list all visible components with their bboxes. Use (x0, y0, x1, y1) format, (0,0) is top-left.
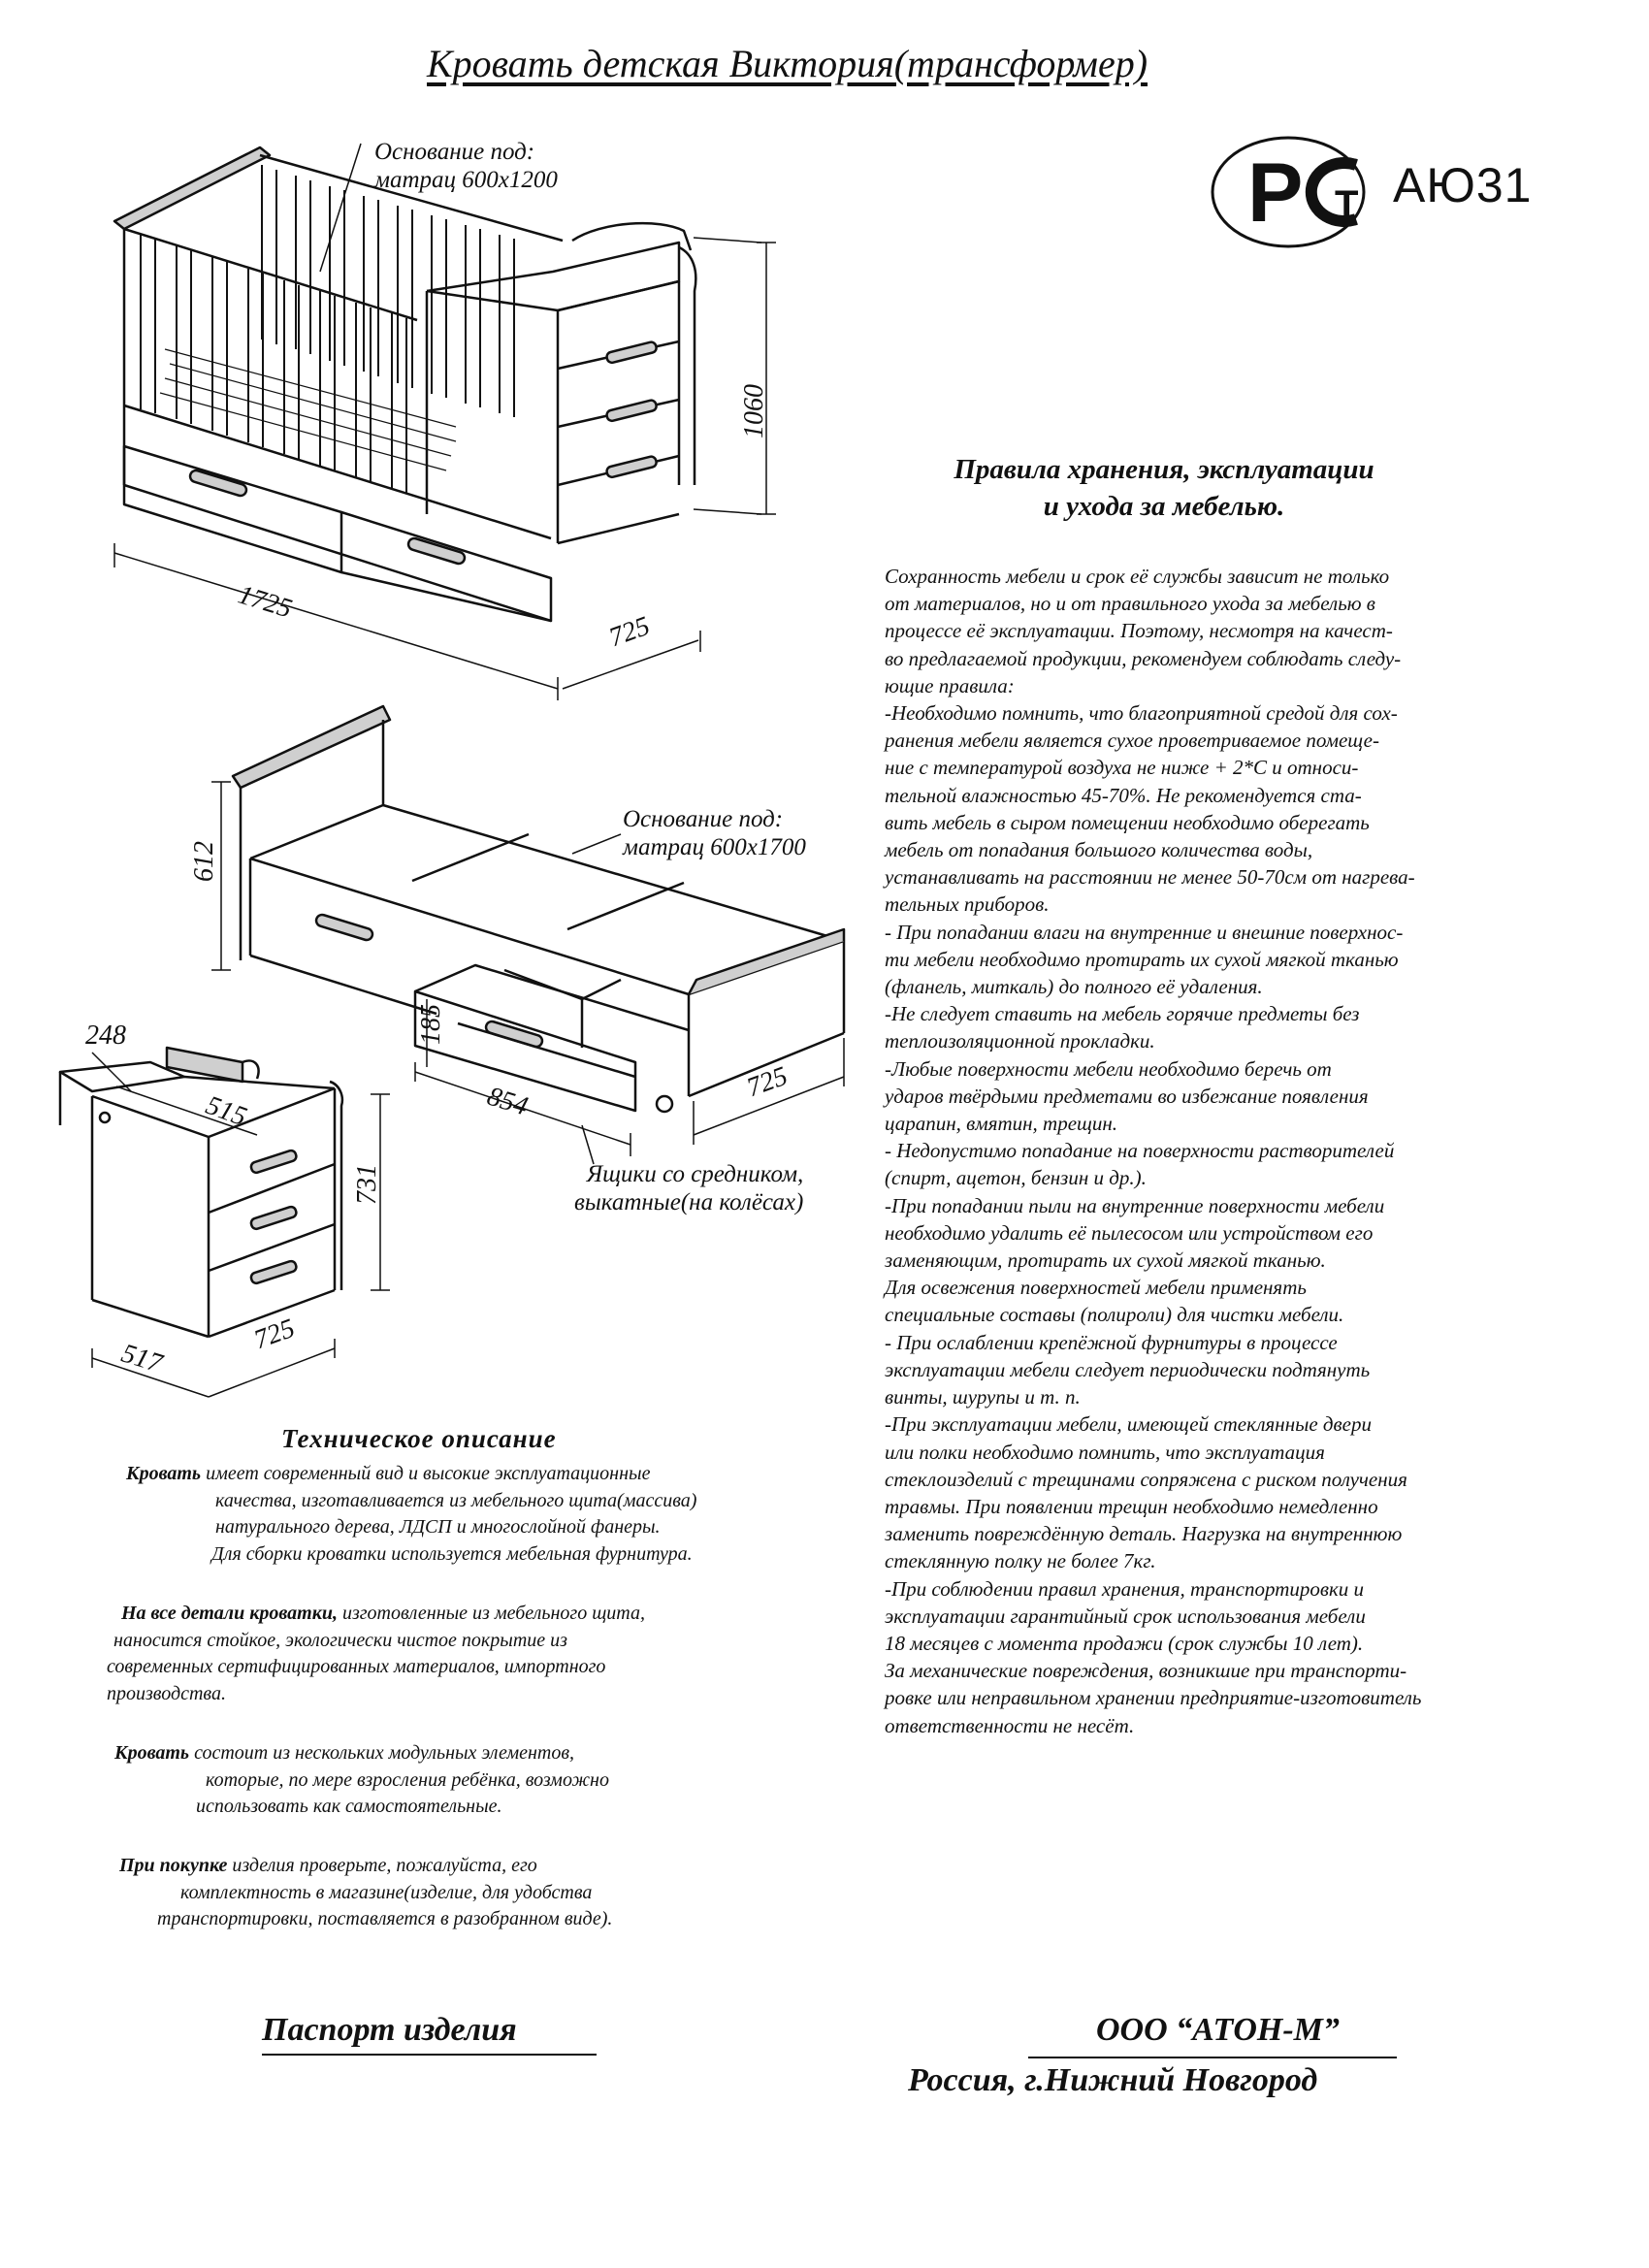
rules-title: Правила хранения, эксплуатации и ухода за мебелью. (954, 454, 1374, 522)
rules-line: эксплуатации гарантийный срок использования мебели (885, 1604, 1366, 1628)
tech-p3-lead: Кровать (114, 1742, 190, 1764)
rules-line: 18 месяцев с момента продажи (срок службы 10 лет). (885, 1631, 1364, 1655)
rules-line: заменяющим, протирать их сухой мягкой тканью. (885, 1248, 1326, 1273)
rules-line: во предлагаемой продукции, рекомендуем соблюдать следу- (885, 646, 1402, 670)
rules-line: ние с температурой воздуха не ниже + 2*С и относи- (885, 756, 1359, 780)
footer-divider-left (262, 2054, 597, 2056)
rules-line: мебель от попадания большого количества воды, (885, 838, 1313, 862)
rules-line: процессе её эксплуатации. Поэтому, несмотря на качест- (885, 619, 1393, 643)
crib-drawing (114, 144, 776, 700)
rules-line: -Необходимо помнить, что благоприятной средой для сох- (885, 701, 1398, 726)
rules-line: ударов твёрдыми предметами во избежание появления (885, 1084, 1369, 1108)
certification-code: АЮ31 (1393, 158, 1533, 212)
rules-line: -Любые поверхности мебели необходимо беречь от (885, 1056, 1332, 1081)
footer-divider-right (1028, 2057, 1397, 2058)
rules-line: ранения мебели является сухое проветриваемое помеще- (885, 729, 1379, 753)
rules-line: от материалов, но и от правильного ухода за мебелью в (885, 592, 1375, 616)
svg-text:Т: Т (1335, 183, 1359, 226)
rules-line: царапин, вмятин, трещин. (885, 1112, 1118, 1136)
rules-line: теплоизоляционной прокладки. (885, 1029, 1155, 1053)
rules-line: необходимо удалить её пылесосом или устройством его (885, 1220, 1374, 1245)
rules-line: стеклоизделий с трещинами сопряжена с риском получения (885, 1467, 1407, 1491)
page-title: Кровать детская Виктория(трансформер) (427, 42, 1148, 85)
chest-dim-top-depth: 248 (85, 1021, 126, 1051)
company-address: Россия, г.Нижний Новгород (908, 2062, 1318, 2098)
chest-dim-top-width: 515 (202, 1089, 251, 1133)
tech-p2-lead: На все детали кроватки, (121, 1603, 338, 1624)
crib-dim-length: 1725 (234, 579, 296, 625)
rules-line: винты, шурупы и т. п. (885, 1385, 1081, 1409)
rules-line: -При попадании пыли на внутренние поверхности мебели (885, 1193, 1385, 1217)
bed-drawer-label: Ящики со средником, выкатные(на колёсах) (574, 1161, 804, 1215)
rules-line: - При попадании влаги на внутренние и внешние поверхнос- (885, 920, 1404, 944)
svg-text:Р: Р (1247, 146, 1304, 240)
crib-dim-height: 1060 (739, 384, 769, 438)
bed-dim-drawer-length: 854 (483, 1081, 532, 1122)
tech-p1-lead: Кровать (126, 1463, 202, 1484)
rules-line: или полки необходимо помнить, что эксплуатация (885, 1440, 1325, 1464)
rules-line: Сохранность мебели и срок её службы зависит не только (885, 565, 1390, 588)
company-name: ООО “АТОН-М” (1096, 2012, 1340, 2048)
rules-line: -Не следует ставить на мебель горячие предметы без (885, 1002, 1360, 1026)
rules-line: ющие правила: (885, 673, 1015, 697)
rules-line: устанавливать на расстоянии не менее 50-70см от нагрева- (885, 865, 1415, 890)
rules-line: -При соблюдении правил хранения, транспортировки и (885, 1576, 1365, 1601)
rules-line: (фланель, миткаль) до полного её удаления. (885, 975, 1263, 999)
chest-dim-width: 517 (117, 1338, 166, 1379)
bed-dim-depth: 725 (742, 1060, 792, 1104)
rules-line: эксплуатации мебели следует периодически подтянуть (885, 1357, 1371, 1381)
rules-line: ти мебели необходимо протирать их сухой мягкой тканью (885, 947, 1399, 971)
rules-line: Для освежения поверхностей мебели применять (885, 1276, 1307, 1300)
rules-text (885, 563, 1554, 1739)
passport-label: Паспорт изделия (262, 2012, 517, 2048)
crib-dim-depth: 725 (604, 610, 654, 654)
rules-line: заменить повреждённую деталь. Нагрузка на внутреннюю (885, 1522, 1403, 1546)
crib-base-label: Основание под: матрац 600х1200 (374, 139, 558, 193)
rules-line: тельных приборов. (885, 892, 1050, 917)
bed-base-label: Основание под: матрац 600х1700 (623, 806, 806, 860)
chest-dim-depth: 725 (249, 1312, 299, 1356)
chest-dim-height: 731 (352, 1164, 382, 1205)
rules-line: тельной влажностью 45-70%. Не рекомендуется ста- (885, 783, 1362, 807)
tech-p4-lead: При покупке (119, 1855, 228, 1876)
rules-line: специальные составы (полироли) для чистки мебели. (885, 1303, 1344, 1327)
rules-line: - Недопустимо попадание на поверхности растворителей (885, 1139, 1395, 1163)
rules-line: стеклянную полку не более 7кг. (885, 1549, 1156, 1573)
rules-line: вить мебель в сыром помещении необходимо оберегать (885, 810, 1370, 834)
rules-line: (спирт, ацетон, бензин и др.). (885, 1166, 1147, 1190)
bed-dim-drawer-height: 185 (416, 1004, 446, 1045)
tech-title: Техническое описание (281, 1424, 557, 1453)
rules-line: -При эксплуатации мебели, имеющей стеклянные двери (885, 1412, 1372, 1437)
rules-line: - При ослаблении крепёжной фурнитуры в процессе (885, 1330, 1338, 1354)
rules-line: травмы. При появлении трещин необходимо немедленно (885, 1494, 1378, 1518)
bed-dim-height: 612 (189, 841, 219, 882)
rules-line: ответственности не несёт. (885, 1713, 1135, 1737)
rules-line: ровке или неправильном хранении предприятие-изготовитель (885, 1686, 1422, 1710)
rules-line: За механические повреждения, возникшие при транспорти- (885, 1659, 1407, 1683)
